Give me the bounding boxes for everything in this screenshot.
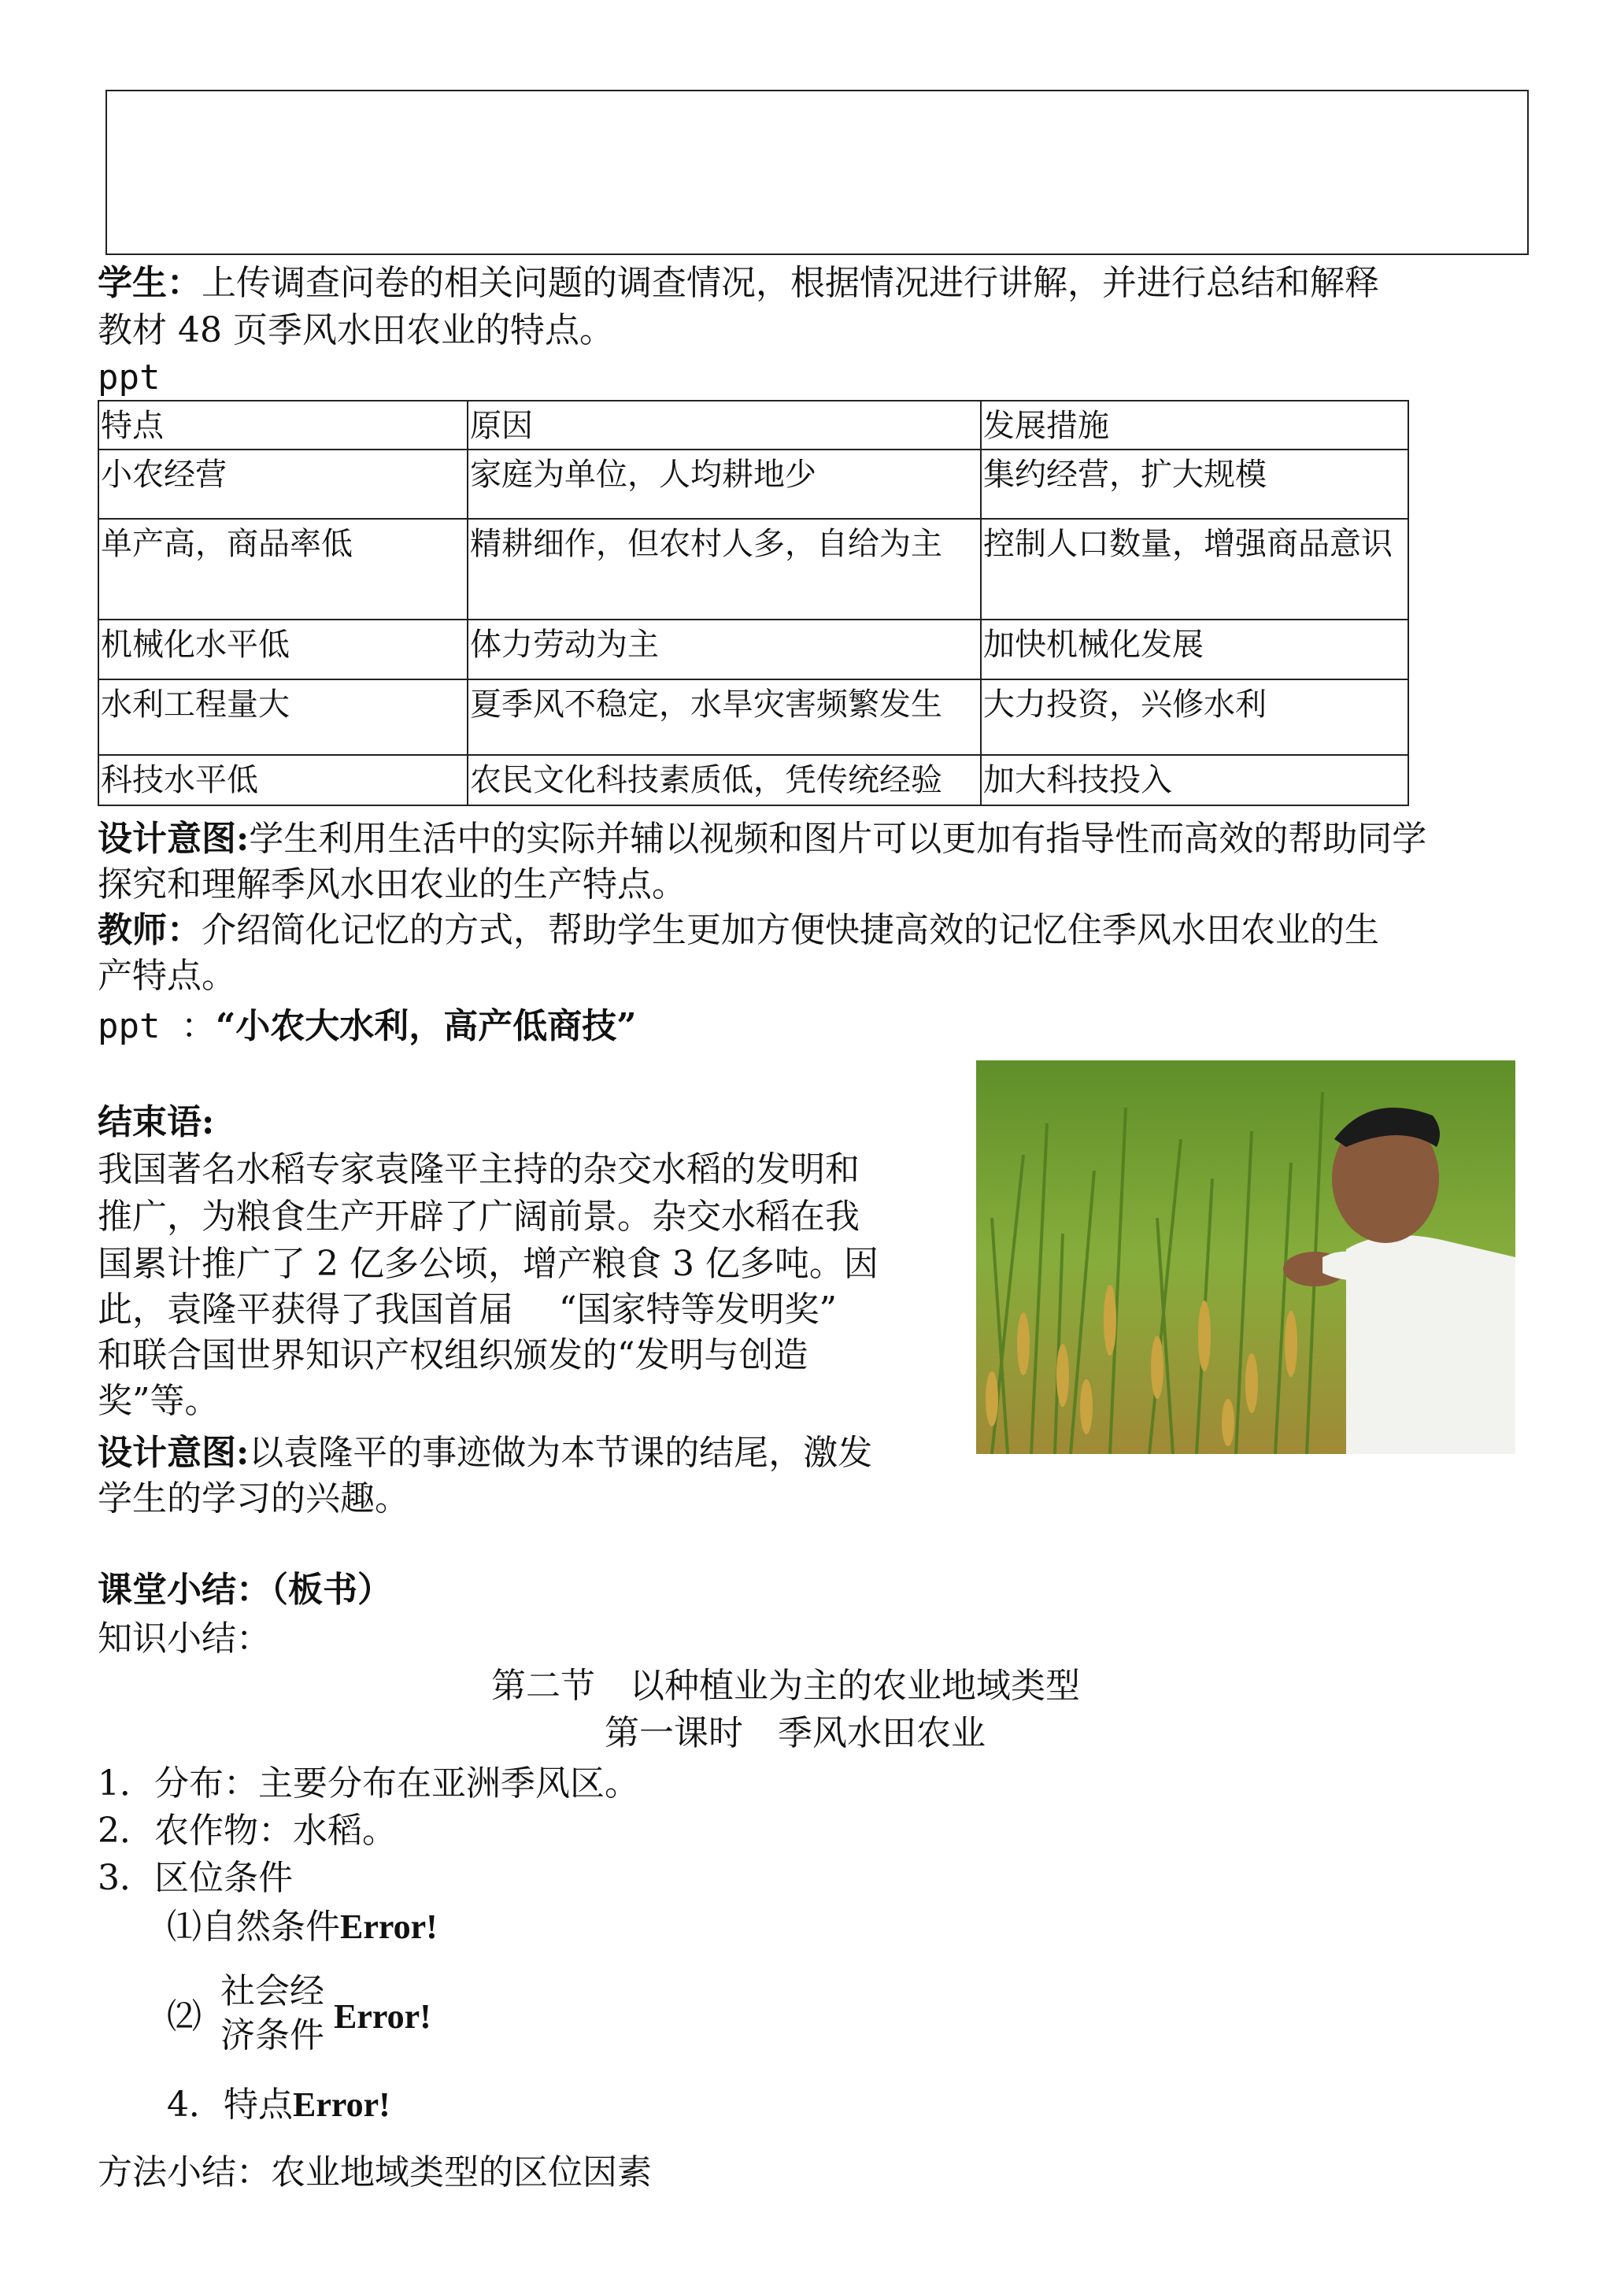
design-intent-label: 设计意图:	[98, 1433, 250, 1473]
table-cell: 农民文化科技素质低，凭传统经验	[468, 755, 981, 805]
error-text: Error!	[293, 2085, 390, 2124]
table-row	[98, 620, 1408, 679]
ppt-label: ppt	[98, 357, 161, 398]
method-summary: 方法小结：农业地域类型的区位因素	[98, 2152, 652, 2192]
sub-item-number-2: ⑵	[167, 1996, 202, 2037]
summary-item-features	[167, 2081, 390, 2129]
table-cell: 机械化水平低	[98, 620, 468, 679]
closing-label: 结束语:	[98, 1102, 215, 1142]
ppt-mnemonic	[98, 1003, 637, 1050]
table-cell: 控制人口数量，增强商品意识	[981, 519, 1408, 620]
summary-item-distribution: 1．分布：主要分布在亚洲季风区。	[98, 1763, 639, 1804]
table-cell: 单产高，商品率低	[98, 519, 468, 620]
closing-line: 我国著名水稻专家袁隆平主持的杂交水稻的发明和	[98, 1149, 860, 1190]
design-intent-text: 学生利用生活中的实际并辅以视频和图片可以更加有指导性而高效的帮助同学	[249, 819, 1427, 859]
knowledge-summary-label: 知识小结：	[98, 1619, 271, 1659]
empty-frame-box	[105, 90, 1529, 255]
closing-line: 此，袁隆平获得了我国首届 “国家特等发明奖”	[98, 1289, 837, 1330]
closing-line: 奖”等。	[98, 1381, 220, 1421]
sub-item-socio-line1: 社会经	[220, 1971, 324, 2011]
mnemonic-quote: “小农大水利，高产低商技”	[215, 1006, 637, 1046]
teacher-text-line2: 产特点。	[98, 956, 236, 996]
table-cell: 科技水平低	[98, 755, 468, 805]
design-intent-text: 以袁隆平的事迹做为本节课的结尾，激发	[249, 1433, 873, 1473]
sub-item-natural	[167, 1904, 438, 1951]
design-intent-1-line2: 探究和理解季风水田农业的生产特点。	[98, 864, 686, 905]
design-intent-2-line2: 学生的学习的兴趣。	[98, 1478, 409, 1519]
table-header-row	[98, 401, 1408, 450]
table-header-cell: 发展措施	[981, 401, 1408, 450]
design-intent-1	[98, 816, 1426, 863]
table-row	[98, 450, 1408, 519]
table-cell: 体力劳动为主	[468, 620, 981, 679]
rice-field-photo	[976, 1060, 1515, 1454]
closing-line: 国累计推广了 2 亿多公顷，增产粮食 3 亿多吨。因	[98, 1244, 879, 1284]
table-cell: 加快机械化发展	[981, 620, 1408, 679]
teacher-label: 教师：	[98, 910, 202, 950]
sub-item-number: ⑴	[167, 1907, 202, 1947]
error-text: Error!	[340, 1907, 438, 1946]
student-text-line1: 上传调查问卷的相关问题的调查情况，根据情况进行讲解，并进行总结和解释	[202, 263, 1379, 303]
summary-item-location: 3．区位条件	[98, 1858, 293, 1898]
ppt-prefix: ppt ：	[98, 1006, 216, 1046]
sub-item-text: 自然条件	[202, 1907, 340, 1947]
student-paragraph	[98, 260, 1379, 307]
student-text-line2: 教材 48 页季风水田农业的特点。	[98, 310, 614, 350]
table-cell: 集约经营，扩大规模	[981, 450, 1408, 519]
section-heading: 第二节 以种植业为主的农业地域类型	[491, 1666, 1080, 1706]
summary-item-crop: 2．农作物：水稻。	[98, 1811, 397, 1851]
lesson-heading: 第一课时 季风水田农业	[605, 1713, 986, 1753]
design-intent-label: 设计意图:	[98, 819, 250, 859]
table-header-cell: 特点	[98, 401, 468, 450]
table-row	[98, 679, 1408, 755]
sub-item-socio-line2: 济条件	[220, 2015, 324, 2055]
table-cell: 大力投资，兴修水利	[981, 679, 1408, 755]
error-text: Error!	[334, 1997, 431, 2036]
design-intent-2	[98, 1430, 872, 1477]
table-row	[98, 519, 1408, 620]
student-label: 学生：	[98, 263, 202, 303]
summary-title: 课堂小结：（板书）	[98, 1570, 392, 1610]
table-cell: 家庭为单位，人均耕地少	[468, 450, 981, 519]
table-cell: 加大科技投入	[981, 755, 1408, 805]
table-cell: 夏季风不稳定，水旱灾害频繁发生	[468, 679, 981, 755]
features-text: 4．特点	[167, 2085, 293, 2125]
table-cell: 精耕细作，但农村人多，自给为主	[468, 519, 981, 620]
closing-line: 和联合国世界知识产权组织颁发的“发明与创造	[98, 1335, 808, 1375]
closing-line: 推广，为粮食生产开辟了广阔前景。杂交水稻在我	[98, 1197, 860, 1237]
table-cell: 水利工程量大	[98, 679, 468, 755]
teacher-paragraph	[98, 907, 1379, 954]
rice-field-illustration	[976, 1060, 1515, 1454]
table-cell: 小农经营	[98, 450, 468, 519]
table-header-cell: 原因	[468, 401, 981, 450]
features-table	[98, 400, 1409, 806]
table-row	[98, 755, 1408, 805]
teacher-text: 介绍简化记忆的方式，帮助学生更加方便快捷高效的记忆住季风水田农业的生	[202, 910, 1379, 950]
